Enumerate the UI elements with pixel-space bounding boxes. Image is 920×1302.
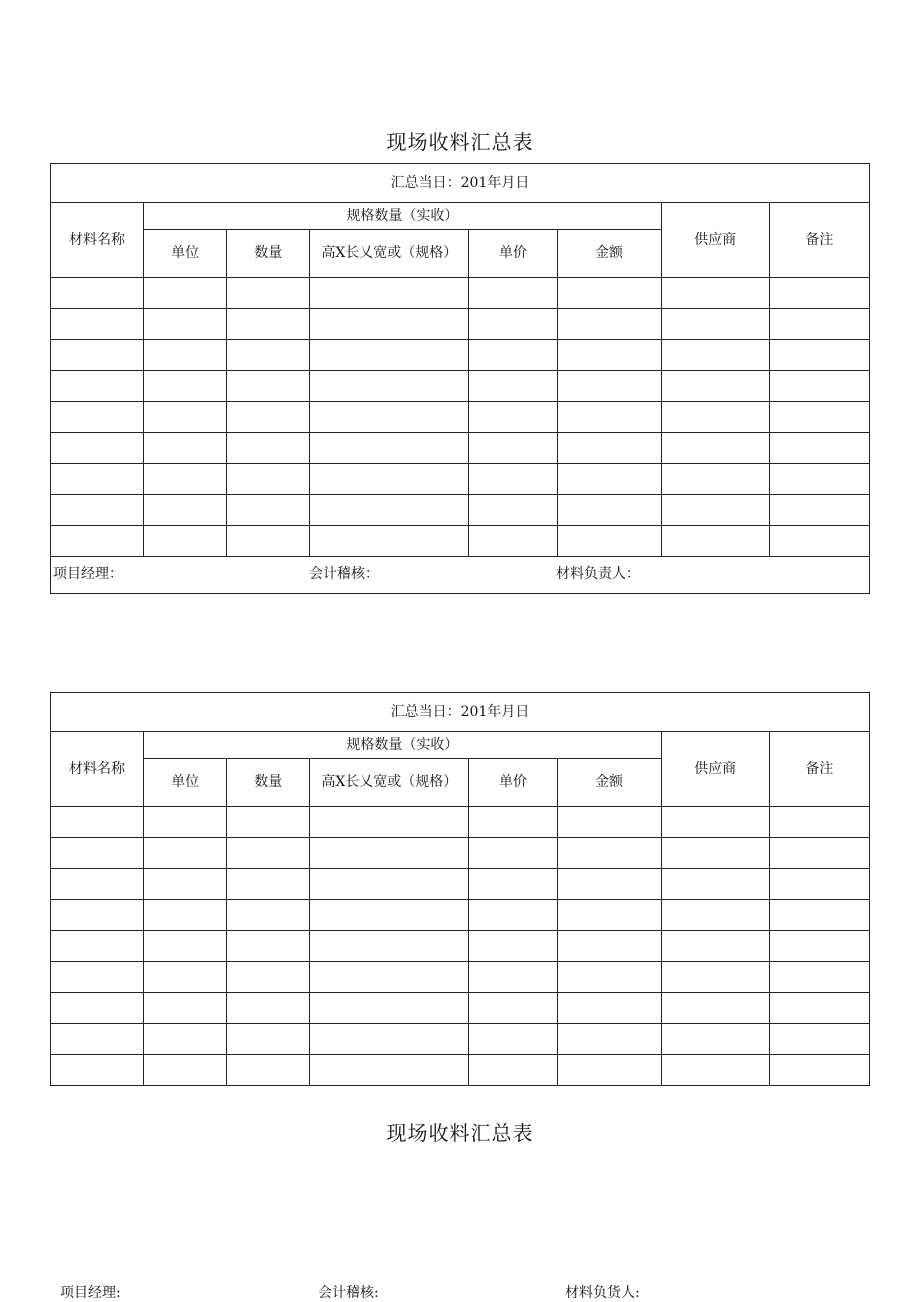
- blank-cell[interactable]: [661, 371, 769, 402]
- blank-cell[interactable]: [469, 962, 557, 993]
- summary-date: 汇总当日：201年月日: [51, 164, 870, 203]
- blank-cell[interactable]: [469, 495, 557, 526]
- blank-cell[interactable]: [144, 807, 227, 838]
- blank-cell[interactable]: [51, 1024, 144, 1055]
- blank-cell[interactable]: [557, 464, 661, 495]
- blank-cell[interactable]: [661, 838, 769, 869]
- blank-cell[interactable]: [661, 309, 769, 340]
- blank-cell[interactable]: [310, 371, 469, 402]
- blank-cell[interactable]: [557, 278, 661, 309]
- blank-cell[interactable]: [310, 495, 469, 526]
- blank-cell[interactable]: [144, 931, 227, 962]
- blank-cell[interactable]: [769, 433, 869, 464]
- blank-cell[interactable]: [227, 1024, 310, 1055]
- table-row: [51, 340, 870, 371]
- table-row: [51, 962, 870, 993]
- blank-cell[interactable]: [310, 402, 469, 433]
- table-row: [51, 838, 870, 869]
- blank-cell[interactable]: [769, 1024, 869, 1055]
- table-row: [51, 807, 870, 838]
- blank-cell[interactable]: [557, 402, 661, 433]
- blank-cell[interactable]: [769, 278, 869, 309]
- header-spec-group: 规格数量（实收）: [144, 203, 662, 230]
- blank-cell[interactable]: [557, 993, 661, 1024]
- signature-material-lead: 材料负责人：: [556, 566, 640, 582]
- blank-cell[interactable]: [144, 433, 227, 464]
- blank-cell[interactable]: [661, 869, 769, 900]
- blank-cell[interactable]: [51, 1055, 144, 1086]
- blank-cell[interactable]: [769, 309, 869, 340]
- blank-cell[interactable]: [227, 371, 310, 402]
- blank-cell[interactable]: [227, 869, 310, 900]
- blank-cell[interactable]: [557, 838, 661, 869]
- blank-cell[interactable]: [469, 402, 557, 433]
- blank-cell[interactable]: [227, 838, 310, 869]
- page-title-repeat: 现场收料汇总表: [386, 1121, 534, 1145]
- blank-cell[interactable]: [51, 464, 144, 495]
- blank-cell[interactable]: [769, 526, 869, 557]
- blank-cell[interactable]: [469, 433, 557, 464]
- blank-cell[interactable]: [469, 526, 557, 557]
- blank-cell[interactable]: [144, 464, 227, 495]
- blank-cell[interactable]: [557, 526, 661, 557]
- blank-cell[interactable]: [144, 526, 227, 557]
- header-remarks: 备注: [769, 203, 869, 278]
- table-row: [51, 869, 870, 900]
- blank-cell[interactable]: [769, 495, 869, 526]
- blank-cell[interactable]: [310, 807, 469, 838]
- blank-cell[interactable]: [51, 340, 144, 371]
- header-unit: 单位: [144, 230, 227, 278]
- blank-cell[interactable]: [661, 433, 769, 464]
- blank-cell[interactable]: [51, 869, 144, 900]
- blank-cell[interactable]: [661, 402, 769, 433]
- table-row: [51, 526, 870, 557]
- blank-cell[interactable]: [310, 838, 469, 869]
- blank-cell[interactable]: [144, 869, 227, 900]
- header-unit-price: 单价: [469, 230, 557, 278]
- blank-cell[interactable]: [227, 807, 310, 838]
- footer-signature-material-lead: 材料负货人:: [565, 1285, 640, 1301]
- table-row: [51, 464, 870, 495]
- blank-cell[interactable]: [661, 1024, 769, 1055]
- blank-cell[interactable]: [144, 1024, 227, 1055]
- blank-cell[interactable]: [51, 278, 144, 309]
- header-supplier: 供应商: [661, 732, 769, 807]
- signature-project-manager: 项目经理：: [53, 566, 123, 582]
- blank-cell[interactable]: [51, 807, 144, 838]
- blank-cell[interactable]: [227, 931, 310, 962]
- blank-cell[interactable]: [310, 869, 469, 900]
- blank-cell[interactable]: [144, 1055, 227, 1086]
- blank-cell[interactable]: [310, 1055, 469, 1086]
- blank-cell[interactable]: [227, 993, 310, 1024]
- blank-cell[interactable]: [310, 433, 469, 464]
- blank-cell[interactable]: [661, 807, 769, 838]
- blank-cell[interactable]: [661, 962, 769, 993]
- header-unit: 单位: [144, 759, 227, 807]
- signature-row: [51, 557, 870, 594]
- header-spec-group: 规格数量（实收）: [144, 732, 662, 759]
- header-dimensions: 高X长乂宽或（规格）: [310, 230, 469, 278]
- blank-cell[interactable]: [557, 495, 661, 526]
- header-amount: 金额: [557, 759, 661, 807]
- blank-cell[interactable]: [51, 402, 144, 433]
- blank-cell[interactable]: [144, 900, 227, 931]
- header-material-name: 材料名称: [51, 732, 144, 807]
- blank-cell[interactable]: [469, 309, 557, 340]
- table-row: [51, 931, 870, 962]
- header-amount: 金额: [557, 230, 661, 278]
- blank-cell[interactable]: [469, 340, 557, 371]
- blank-cell[interactable]: [227, 433, 310, 464]
- table-row: [51, 402, 870, 433]
- signature-accounting-audit: 会计稽核：: [309, 566, 379, 582]
- blank-cell[interactable]: [310, 278, 469, 309]
- blank-cell[interactable]: [557, 371, 661, 402]
- blank-cell[interactable]: [227, 495, 310, 526]
- blank-cell[interactable]: [310, 309, 469, 340]
- header-remarks: 备注: [769, 732, 869, 807]
- blank-cell[interactable]: [661, 340, 769, 371]
- blank-cell[interactable]: [310, 526, 469, 557]
- blank-cell[interactable]: [769, 869, 869, 900]
- blank-cell[interactable]: [469, 838, 557, 869]
- blank-cell[interactable]: [310, 340, 469, 371]
- blank-cell[interactable]: [144, 309, 227, 340]
- blank-cell[interactable]: [769, 1055, 869, 1086]
- header-quantity: 数量: [227, 759, 310, 807]
- blank-cell[interactable]: [557, 1055, 661, 1086]
- blank-cell[interactable]: [661, 900, 769, 931]
- blank-cell[interactable]: [227, 962, 310, 993]
- blank-cell[interactable]: [51, 838, 144, 869]
- blank-cell[interactable]: [144, 402, 227, 433]
- blank-cell[interactable]: [310, 1024, 469, 1055]
- blank-cell[interactable]: [769, 838, 869, 869]
- blank-cell[interactable]: [469, 1055, 557, 1086]
- blank-cell[interactable]: [310, 931, 469, 962]
- blank-cell[interactable]: [769, 900, 869, 931]
- blank-cell[interactable]: [769, 931, 869, 962]
- blank-cell[interactable]: [661, 464, 769, 495]
- header-supplier: 供应商: [661, 203, 769, 278]
- blank-cell[interactable]: [661, 993, 769, 1024]
- blank-cell[interactable]: [51, 526, 144, 557]
- table-row: [51, 900, 870, 931]
- blank-cell[interactable]: [227, 464, 310, 495]
- blank-cell[interactable]: [144, 993, 227, 1024]
- blank-cell[interactable]: [51, 993, 144, 1024]
- blank-cell[interactable]: [557, 340, 661, 371]
- blank-cell[interactable]: [227, 309, 310, 340]
- blank-cell[interactable]: [227, 340, 310, 371]
- blank-cell[interactable]: [144, 962, 227, 993]
- blank-cell[interactable]: [661, 278, 769, 309]
- blank-cell[interactable]: [661, 495, 769, 526]
- blank-cell[interactable]: [557, 807, 661, 838]
- blank-cell[interactable]: [557, 962, 661, 993]
- blank-cell[interactable]: [51, 371, 144, 402]
- blank-cell[interactable]: [310, 962, 469, 993]
- blank-cell[interactable]: [51, 931, 144, 962]
- footer-signature-accounting-audit: 会计稽核:: [318, 1285, 379, 1301]
- blank-cell[interactable]: [310, 464, 469, 495]
- blank-cell[interactable]: [227, 278, 310, 309]
- blank-cell[interactable]: [144, 340, 227, 371]
- blank-cell[interactable]: [469, 1024, 557, 1055]
- blank-cell[interactable]: [310, 900, 469, 931]
- blank-cell[interactable]: [661, 1055, 769, 1086]
- header-material-name: 材料名称: [51, 203, 144, 278]
- blank-cell[interactable]: [469, 900, 557, 931]
- blank-cell[interactable]: [227, 526, 310, 557]
- blank-cell[interactable]: [769, 340, 869, 371]
- blank-cell[interactable]: [144, 278, 227, 309]
- table-row: [51, 309, 870, 340]
- table-row: [51, 1055, 870, 1086]
- footer-signature-project-manager: 项目经理:: [60, 1285, 121, 1301]
- table-row: [51, 278, 870, 309]
- blank-cell[interactable]: [557, 1024, 661, 1055]
- blank-cell[interactable]: [769, 993, 869, 1024]
- blank-cell[interactable]: [469, 371, 557, 402]
- blank-cell[interactable]: [227, 1055, 310, 1086]
- table-row: [51, 433, 870, 464]
- header-quantity: 数量: [227, 230, 310, 278]
- blank-cell[interactable]: [51, 309, 144, 340]
- blank-cell[interactable]: [769, 371, 869, 402]
- blank-cell[interactable]: [227, 900, 310, 931]
- blank-cell[interactable]: [51, 900, 144, 931]
- blank-cell[interactable]: [661, 931, 769, 962]
- blank-cell[interactable]: [661, 526, 769, 557]
- table-row: [51, 371, 870, 402]
- blank-cell[interactable]: [557, 900, 661, 931]
- blank-cell[interactable]: [51, 962, 144, 993]
- table-row: [51, 1024, 870, 1055]
- blank-cell[interactable]: [227, 402, 310, 433]
- blank-cell[interactable]: [469, 278, 557, 309]
- header-unit-price: 单价: [469, 759, 557, 807]
- summary-date: 汇总当日：201年月日: [51, 693, 870, 732]
- blank-cell[interactable]: [769, 402, 869, 433]
- blank-cell[interactable]: [469, 869, 557, 900]
- header-dimensions: 高X长乂宽或（规格）: [310, 759, 469, 807]
- blank-cell[interactable]: [769, 807, 869, 838]
- blank-cell[interactable]: [469, 931, 557, 962]
- blank-cell[interactable]: [144, 495, 227, 526]
- receipt-summary-table: [50, 163, 870, 594]
- table-row: [51, 495, 870, 526]
- blank-cell[interactable]: [769, 464, 869, 495]
- blank-cell[interactable]: [557, 309, 661, 340]
- table-row: [51, 993, 870, 1024]
- blank-cell[interactable]: [51, 495, 144, 526]
- blank-cell[interactable]: [557, 869, 661, 900]
- blank-cell[interactable]: [310, 993, 469, 1024]
- blank-cell[interactable]: [469, 807, 557, 838]
- blank-cell[interactable]: [557, 433, 661, 464]
- receipt-summary-table: [50, 692, 870, 1086]
- blank-cell[interactable]: [469, 993, 557, 1024]
- blank-cell[interactable]: [469, 464, 557, 495]
- blank-cell[interactable]: [769, 962, 869, 993]
- blank-cell[interactable]: [51, 433, 144, 464]
- page-title: 现场收料汇总表: [386, 130, 534, 154]
- blank-cell[interactable]: [144, 371, 227, 402]
- blank-cell[interactable]: [144, 838, 227, 869]
- blank-cell[interactable]: [557, 931, 661, 962]
